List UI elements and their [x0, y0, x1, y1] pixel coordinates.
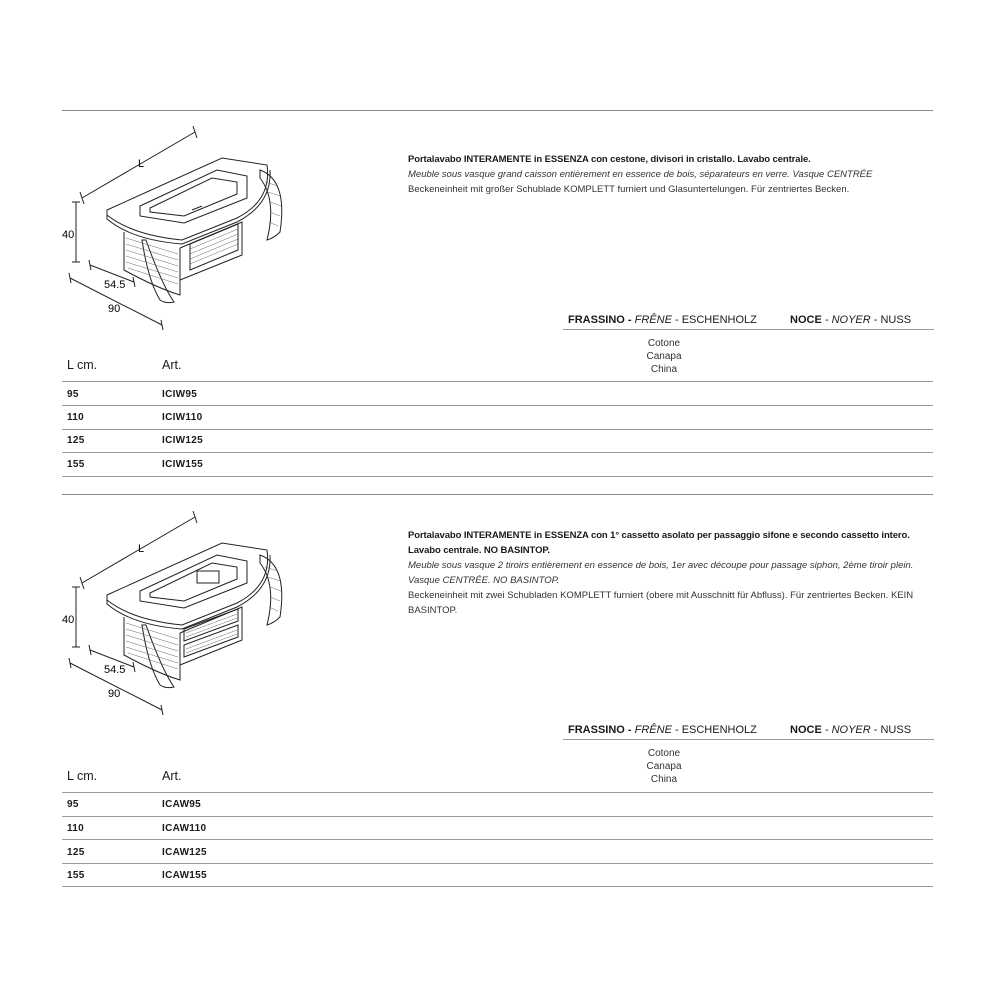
table-cell-article: ICIW95: [162, 389, 198, 400]
color-option: Cotone: [647, 338, 681, 349]
dimension-length-label: L: [138, 158, 145, 170]
dimension-height-label: 40: [62, 229, 75, 241]
table-divider: [62, 429, 933, 430]
table-divider: [62, 792, 933, 793]
table-cell-length: 95: [67, 799, 79, 810]
table-cell-article: ICAW95: [162, 799, 202, 810]
table-cell-length: 110: [67, 823, 85, 834]
product-description-2: [408, 528, 933, 618]
color-option: China: [650, 774, 678, 785]
table-cell-length: 155: [67, 459, 85, 470]
description-german: Beckeneinheit mit großer Schublade KOMPLETT furniert und Glasuntertelungen. Für zentriertes Becken.: [408, 184, 850, 195]
description-italian: Portalavabo INTERAMENTE in ESSENZA con 1° cassetto asolato per passaggio sifone e secondo cassetto intero. Lavabo centrale. NO BASINTOP.: [408, 530, 910, 556]
table-divider: [62, 405, 933, 406]
table-divider: [62, 886, 933, 887]
finish-walnut: NOCE - NOYER - NUSS: [790, 314, 912, 326]
cabinet-drawing-2: [62, 505, 292, 735]
column-header-length: L cm.: [67, 358, 98, 372]
table-divider: [62, 476, 933, 477]
table-cell-article: ICIW110: [162, 412, 203, 423]
table-cell-length: 95: [67, 389, 79, 400]
finish-ash: FRASSINO - FRÊNE - ESCHENHOLZ: [568, 314, 757, 326]
dimension-height-label: 40: [62, 614, 75, 626]
column-header-article: Art.: [162, 769, 182, 783]
table-cell-article: ICAW155: [162, 870, 207, 881]
table-cell-article: ICIW155: [162, 459, 204, 470]
table-divider: [62, 839, 933, 840]
dimension-width-label: 90: [108, 688, 121, 700]
color-option: Canapa: [646, 351, 682, 362]
finish-ash: FRASSINO - FRÊNE - ESCHENHOLZ: [568, 724, 757, 736]
table-cell-length: 110: [67, 412, 85, 423]
dimension-depth-label: 54.5: [104, 664, 126, 676]
dimension-depth-label: 54.5: [104, 279, 126, 291]
section-divider: [62, 494, 933, 495]
color-option: Cotone: [647, 748, 681, 759]
table-cell-article: ICAW125: [162, 847, 207, 858]
description-italian: Portalavabo INTERAMENTE in ESSENZA con cestone, divisori in cristallo. Lavabo centrale.: [408, 154, 811, 165]
dimension-width-label: 90: [108, 303, 121, 315]
dimension-length-label: L: [138, 543, 145, 555]
table-cell-length: 125: [67, 435, 85, 446]
table-cell-article: ICIW125: [162, 435, 204, 446]
table-divider: [62, 452, 933, 453]
finish-walnut: NOCE - NOYER - NUSS: [790, 724, 912, 736]
description-french: Meuble sous vasque grand caisson entièrement en essence de bois, séparateurs en verre. Vasque CENTRÉE: [408, 169, 873, 180]
table-divider: [62, 816, 933, 817]
color-options-2: [604, 747, 724, 786]
description-german: Beckeneinheit mit zwei Schubladen KOMPLETT furniert (obere mit Ausschnitt für Abfluss). Für zentriertes Becken. KEIN BASINTOP.: [408, 590, 914, 616]
color-option: Canapa: [646, 761, 682, 772]
table-divider: [62, 863, 933, 864]
table-cell-article: ICAW110: [162, 823, 207, 834]
column-header-article: Art.: [162, 358, 182, 372]
color-option: China: [650, 364, 678, 375]
table-cell-length: 155: [67, 870, 85, 881]
table-cell-length: 125: [67, 847, 85, 858]
description-french: Meuble sous vasque 2 tiroirs entièrement en essence de bois, 1er avec découpe pour passage siphon, 2ème tiroir plein. Vasque CENTRÉE. NO BASINTOP.: [408, 560, 914, 586]
finishes-header-2: [563, 723, 934, 740]
column-header-length: L cm.: [67, 769, 98, 783]
